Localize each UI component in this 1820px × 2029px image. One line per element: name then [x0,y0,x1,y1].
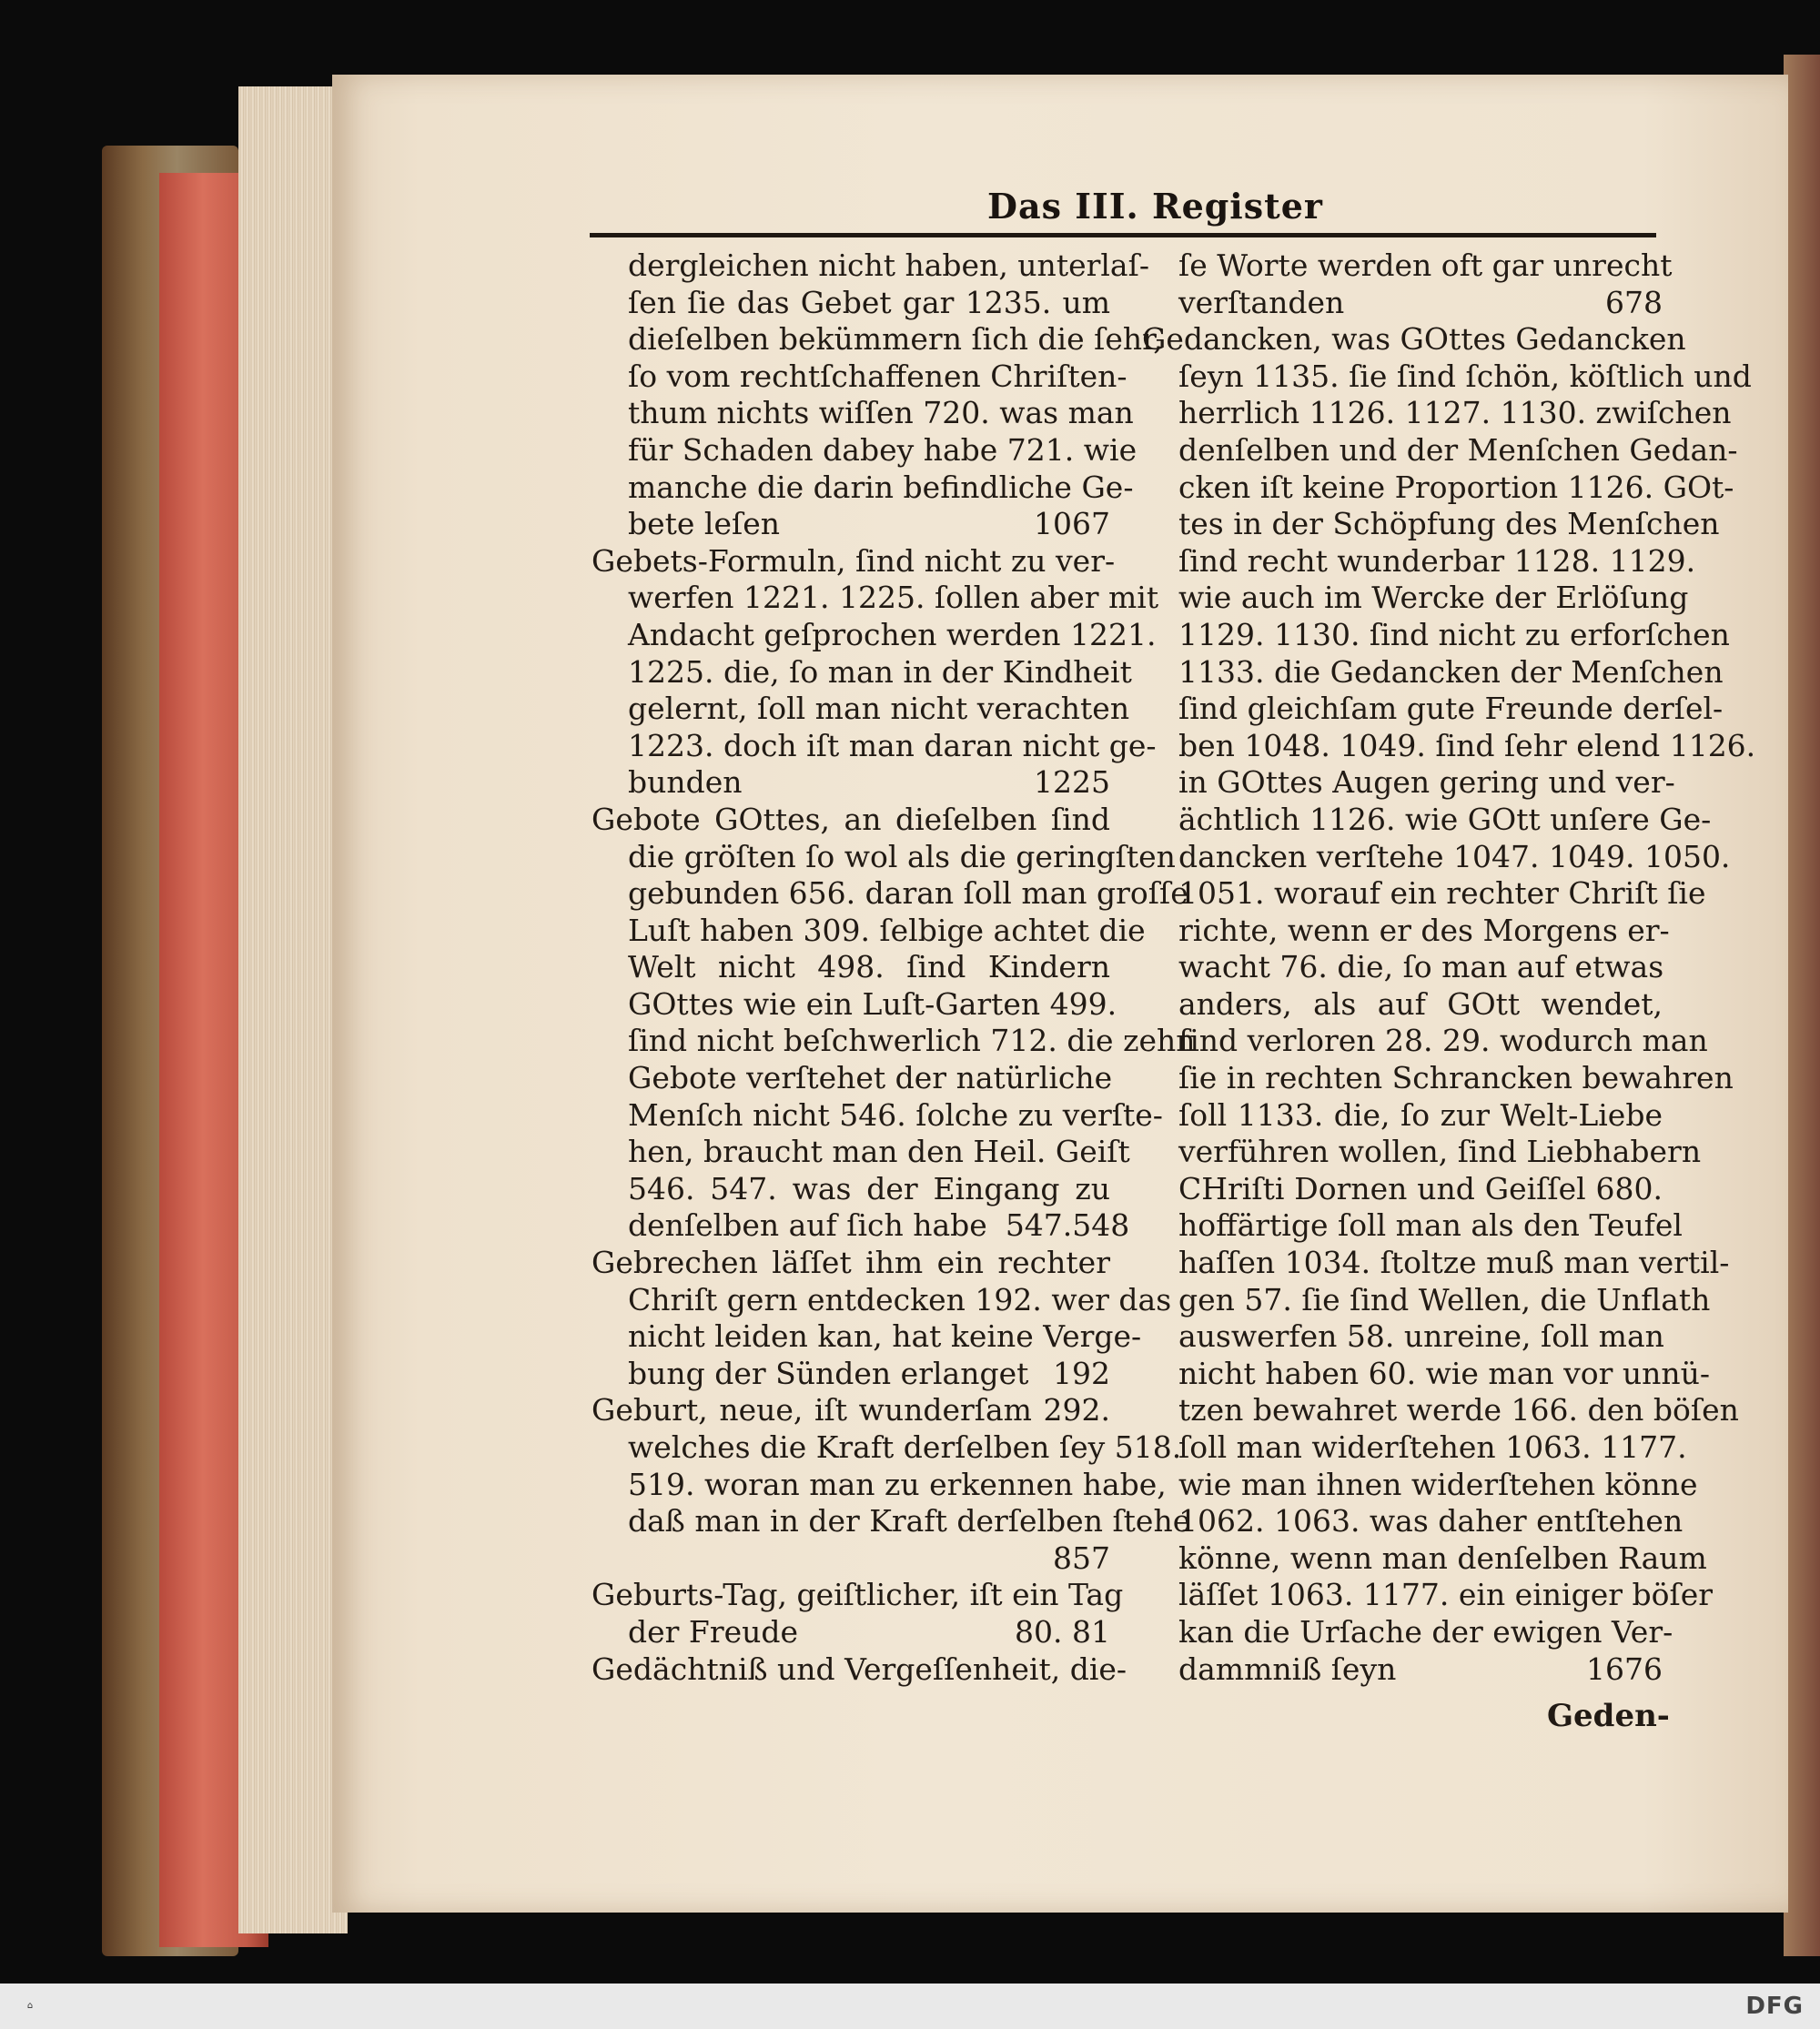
text-line [1142,949,1663,986]
line-text: Welt nicht 498. ſind Kindern [628,949,1110,985]
line-text: wacht 76. die, ſo man auf etwas [1178,949,1664,985]
text-line [592,1577,1124,1614]
line-text: für Schaden dabey habe 721. wie [628,431,1138,468]
line-text: dammniß ſeyn [1178,1650,1397,1687]
line-text: Gebrechen läſſet ihm ein rechter [592,1245,1110,1281]
line-text: welches die Kraft derſelben ſey 518. [628,1429,1182,1465]
line-text: denſelben auf ſich habe [628,1207,987,1244]
text-line [592,1023,1196,1060]
line-text: hoffärtige ſoll man als den Teufel [1178,1207,1683,1244]
line-text: GOttes wie ein Luſt-Garten 499. [628,985,1117,1022]
line-text: Gedancken, was GOttes Gedancken [1142,321,1686,358]
text-line [592,1503,1191,1540]
text-line [592,1650,1127,1689]
line-text: auswerfen 58. unreine, ſoll man [1178,1318,1664,1355]
text-line [1142,358,1752,396]
line-text: ächtlich 1126. wie GOtt unſere Ge- [1178,801,1712,837]
text-line [1142,285,1663,322]
text-line [592,395,1134,432]
page-reference: 678 [1605,284,1663,320]
text-line [1142,764,1675,802]
line-text: 1133. die Gedancken der Menſchen [1178,653,1724,690]
text-line [592,580,1159,617]
line-text: könne, wenn man denſelben Raum [1178,1539,1707,1576]
text-line [1142,247,1673,285]
text-line [1142,1060,1734,1097]
line-text: gelernt, ſoll man nicht verachten [628,691,1130,727]
line-text: ſeyn 1135. ſie ſind ſchön, köſtlich und [1178,358,1752,394]
line-text: ſen ſie das Gebet gar 1235. um [628,284,1110,320]
line-text: gebunden 656. daran ſoll man groſſe [628,875,1188,912]
line-text: Geburts-Tag, geiſtlicher, iſt ein Tag [592,1577,1124,1613]
line-text: verſtanden [1178,284,1345,320]
line-text: ſoll man widerſtehen 1063. 1177. [1178,1429,1687,1465]
text-line [592,1281,1172,1319]
text-line [1142,1245,1730,1282]
text-line [592,985,1117,1024]
text-line [1142,691,1724,728]
page-reference: 1676 [1586,1650,1663,1687]
text-line [1142,1429,1687,1467]
text-line [592,1096,1163,1135]
line-text: wie auch im Wercke der Erlöſung [1178,580,1689,616]
line-text: dieſelben bekümmern ſich die ſehr, [628,321,1163,358]
text-line [1142,321,1686,358]
text-line [592,431,1138,469]
text-line [1142,801,1712,839]
text-line [592,358,1127,396]
line-text: ſind verloren 28. 29. wodurch man [1178,1023,1708,1059]
line-text: dancken verſtehe 1047. 1049. 1050. [1178,838,1731,874]
line-text: 1129. 1130. ſind nicht zu erforſchen [1178,616,1730,652]
text-line [1142,875,1706,913]
book-cover-right [1784,55,1820,1956]
line-text: hen, braucht man den Heil. Geiſt [628,1134,1130,1170]
line-text: verführen wollen, ſind Liebhabern [1178,1134,1702,1170]
line-text: Gebote GOttes, an dieſelben ſind [592,801,1110,837]
text-line [592,1318,1142,1356]
text-line [592,949,1110,986]
text-line [1142,1577,1714,1614]
text-line [1142,1023,1708,1060]
line-text: thum nichts wiſſen 720. was man [628,395,1134,431]
text-line [592,506,1110,543]
text-line [592,764,1110,802]
text-line [592,1356,1110,1393]
line-text: denſelben und der Menſchen Gedan- [1178,431,1738,468]
line-text: dergleichen nicht haben, unterlaſ- [628,247,1149,283]
line-text: Menſch nicht 546. ſolche zu verſte- [628,1096,1163,1133]
right-column [1142,247,1756,1688]
line-text: bung der Sünden erlanget [628,1355,1029,1391]
text-line [1142,1466,1698,1504]
line-text: ſoll 1133. die, ſo zur Welt-Liebe [1178,1096,1663,1133]
text-line [592,1540,1110,1578]
line-text: tzen bewahret werde 166. den böſen [1178,1392,1739,1428]
text-line [592,1429,1182,1467]
text-line [1142,395,1732,432]
text-line [1142,616,1730,654]
text-line [592,321,1163,358]
text-line [1142,1539,1707,1578]
page-reference: 192 [1053,1355,1110,1391]
viewer-bottom-bar [0,1984,1820,2029]
text-line [592,653,1132,691]
line-text: haſſen 1034. ſtoltze muß man vertil- [1178,1245,1730,1281]
line-text: 1225. die, ſo man in der Kindheit [628,653,1132,690]
text-line [592,1171,1110,1208]
line-text: tes in der Schöpfung des Menſchen [1178,506,1720,542]
text-line [1142,1171,1663,1208]
line-text: ſie in rechten Schrancken bewahren [1178,1060,1734,1096]
text-line [1142,1097,1663,1135]
catchword: Geden- [1547,1698,1670,1734]
text-line [1142,1503,1684,1540]
text-line [1142,653,1724,691]
text-line [592,1466,1167,1504]
text-line [1142,506,1720,543]
text-line [1142,580,1689,617]
line-text: bete leſen [628,506,781,542]
line-text: der Freude [628,1613,799,1650]
line-text: ſind gleichſam gute Freunde derſel- [1178,691,1724,727]
line-text: CHriſti Dornen und Geiſſel 680. [1178,1170,1663,1206]
text-line [592,1614,1110,1651]
line-text: manche die darin befindliche Ge- [628,469,1134,505]
text-line [1142,1207,1683,1245]
text-line [592,542,1116,580]
text-line [592,616,1157,654]
page-header: Das III. Register [987,186,1323,227]
line-text: Gedächtniß und Vergeſſenheit, die- [592,1650,1127,1687]
library-logo-icon: ⌂ [26,2001,34,2011]
line-text: anders, als auf GOtt wendet, [1178,985,1663,1022]
line-text: bunden [628,764,743,801]
text-line [592,469,1134,507]
header-rule [590,233,1656,237]
line-text [628,1540,1035,1578]
left-column [592,247,1196,1688]
line-text: 1051. worauf ein rechter Chriſt ſie [1178,875,1706,912]
page-reference: 857 [1053,1539,1110,1576]
text-line [1142,986,1663,1024]
line-text: Andacht geſprochen werden 1221. [628,616,1157,652]
line-text: ſind nicht beſchwerlich 712. die zehn [628,1023,1196,1059]
line-text: Gebote verſtehet der natürliche [628,1060,1113,1096]
text-line [1142,1613,1673,1651]
line-text: richte, wenn er des Morgens er- [1178,912,1670,948]
line-text: 1062. 1063. was daher entſtehen [1178,1503,1684,1539]
text-line [592,1245,1110,1282]
text-line [592,838,1176,876]
text-line [1142,542,1696,580]
line-text: Geburt, neue, iſt wunderſam 292. [592,1392,1110,1428]
line-text: cken iſt keine Proportion 1126. GOt- [1178,469,1734,505]
line-text: nicht leiden kan, hat keine Verge- [628,1318,1142,1355]
line-text: daß man in der Kraft derſelben ſtehe [628,1503,1191,1539]
page-stack [238,86,348,1933]
text-line [592,691,1130,728]
line-text: wie man ihnen widerſtehen könne [1178,1466,1698,1502]
text-line [592,1392,1110,1429]
line-text: ſe Worte werden oft gar unrecht [1178,247,1673,283]
page-reference: 1067 [1034,506,1110,542]
page-reference: 80. 81 [1015,1613,1110,1650]
text-line [1142,1134,1702,1171]
line-text: in GOttes Augen gering und ver- [1178,764,1675,801]
line-text: gen 57. ſie ſind Wellen, die Unflath [1178,1281,1711,1317]
text-line [1142,469,1734,507]
text-line [592,1207,1130,1245]
line-text: 546. 547. was der Eingang zu [628,1170,1110,1206]
page-reference: 547.548 [1005,1207,1130,1244]
text-line [1142,838,1731,876]
page-reference: 1225 [1034,764,1110,801]
text-line [1142,912,1670,950]
text-line [1142,1318,1663,1356]
line-text: ſind recht wunderbar 1128. 1129. [1178,542,1696,579]
text-line [592,727,1157,765]
text-line [1142,1355,1711,1393]
text-line [592,912,1146,950]
line-text: 1223. doch iſt man daran nicht ge- [628,727,1157,763]
text-line [592,247,1149,285]
line-text: herrlich 1126. 1127. 1130. zwiſchen [1178,395,1732,431]
dfg-logo: DFG [1745,1993,1804,2020]
text-line [592,1134,1130,1171]
text-line [1142,431,1738,469]
line-text: Luſt haben 309. ſelbige achtet die [628,912,1146,948]
line-text: ſo vom rechtſchaffenen Chriſten- [628,358,1127,394]
line-text: nicht haben 60. wie man vor unnü- [1178,1355,1711,1391]
text-line [1142,1392,1739,1429]
text-line [592,1060,1113,1097]
line-text: kan die Urſache der ewigen Ver- [1178,1613,1673,1650]
line-text: werfen 1221. 1225. ſollen aber mit [628,580,1159,616]
text-line [592,875,1188,913]
text-line [1142,1651,1663,1689]
line-text: Chriſt gern entdecken 192. wer das [628,1281,1172,1317]
line-text: Gebets-Formuln, ſind nicht zu ver- [592,542,1116,579]
line-text: die gröſten ſo wol als die geringſten [628,838,1176,874]
line-text: läſſet 1063. 1177. ein einiger böſer [1178,1577,1714,1613]
text-line [592,802,1110,839]
text-line [592,285,1110,322]
line-text: 519. woran man zu erkennen habe, [628,1466,1167,1502]
text-line [1142,1281,1711,1319]
text-line [1142,727,1756,765]
line-text: ben 1048. 1049. ſind ſehr elend 1126. [1178,727,1756,763]
